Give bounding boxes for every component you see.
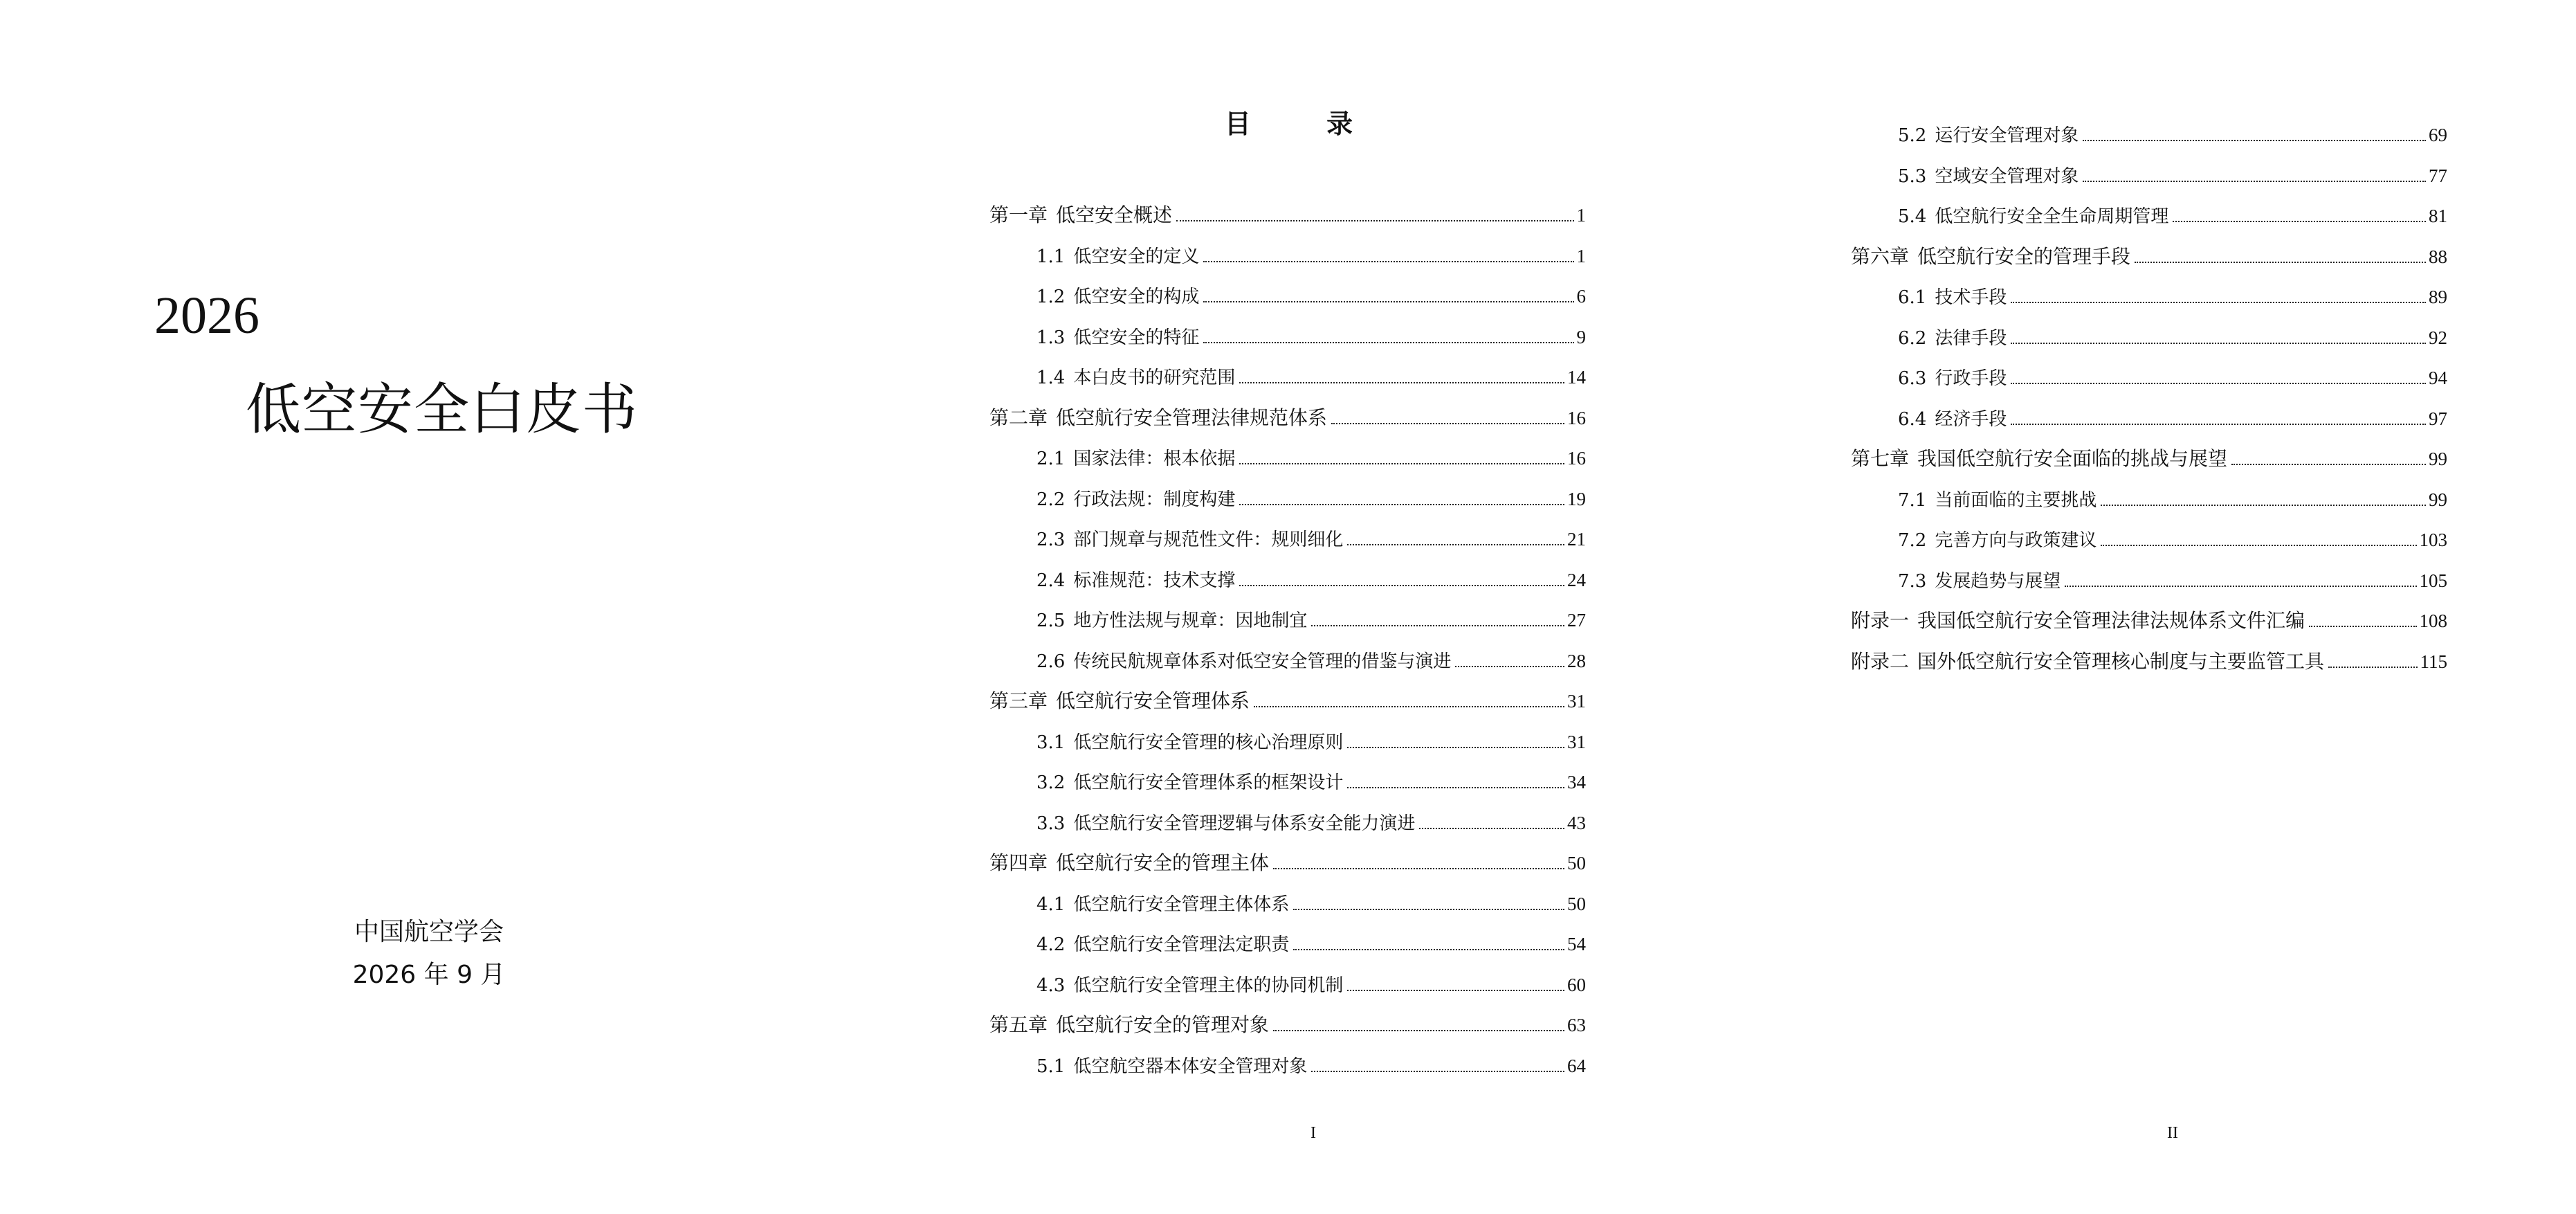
toc-dot-leader [1176,220,1573,221]
toc-entry-number: 3.2 [1036,772,1066,793]
toc-page-2 [1719,0,2576,1214]
toc-section-entry[interactable] [1851,399,2447,440]
toc-page-1 [858,0,1719,1214]
toc-entry-number: 附录一 [1851,609,1910,632]
toc-entry-page: 28 [1567,650,1586,671]
toc-entry-title: 我国低空航行安全管理法律法规体系文件汇编 [1917,609,2305,632]
cover-year: 2026 [154,287,259,345]
toc-entry-number: 3.3 [1036,813,1066,834]
toc-entry-title: 低空航行安全的管理手段 [1917,244,2131,268]
toc-dot-leader [1239,504,1564,505]
toc-entry-page: 6 [1576,286,1586,307]
toc-chapter-entry[interactable] [989,681,1586,722]
toc-entry-page: 50 [1567,853,1586,873]
toc-entry-number: 7.2 [1898,530,1927,551]
toc-chapter-entry[interactable] [989,398,1586,439]
toc-entry-page: 81 [2429,206,2447,226]
toc-entry-page: 43 [1567,812,1586,833]
toc-dot-leader [1254,706,1564,707]
toc-entry-page: 54 [1567,934,1586,954]
toc-section-entry[interactable] [989,560,1586,601]
toc-entry-page: 60 [1567,974,1586,995]
toc-entry-page: 9 [1576,326,1586,347]
toc-entry-number: 5.1 [1036,1056,1066,1077]
toc-entry-page: 21 [1567,529,1586,550]
toc-section-entry[interactable] [989,276,1586,317]
toc-dot-leader [1347,990,1564,991]
toc-entry-page: 31 [1567,731,1586,752]
cover-title: 低空安全白皮书 [246,377,638,442]
toc-dot-leader [2231,464,2426,465]
toc-entry-title: 低空安全的构成 [1073,287,1200,307]
toc-entry-title: 运行安全管理对象 [1935,125,2079,146]
toc-dot-leader [1419,828,1564,829]
toc-entry-page: 92 [2429,327,2447,348]
toc-entry-title: 低空航行安全管理法律规范体系 [1056,406,1328,429]
toc-entry-title: 低空航行安全的管理主体 [1056,851,1270,874]
toc-entry-page: 19 [1567,488,1586,509]
toc-entry-page: 69 [2429,125,2447,145]
toc-list [989,195,1586,1086]
toc-entry-title: 低空航行安全的管理对象 [1056,1013,1270,1036]
toc-entry-page: 105 [2419,570,2447,591]
toc-entry-number: 6.3 [1898,368,1927,389]
toc-entry-number: 3.1 [1036,732,1066,753]
toc-dot-leader [2135,262,2426,263]
toc-entry-number: 5.3 [1898,165,1927,187]
toc-entry-title: 低空安全概述 [1056,203,1173,226]
toc-entry-title: 技术手段 [1935,287,2007,308]
toc-section-entry[interactable] [1851,561,2447,601]
toc-entry-page: 103 [2419,529,2447,550]
toc-entry-title: 低空航行安全管理的核心治理原则 [1073,732,1344,753]
toc-entry-number: 4.3 [1036,975,1066,996]
toc-entry-title: 低空航行安全管理逻辑与体系安全能力演进 [1073,813,1416,834]
toc-section-entry[interactable] [1851,115,2447,156]
toc-entry-number: 2.1 [1036,449,1066,469]
toc-entry-number: 5.2 [1898,125,1927,146]
toc-entry-number: 附录二 [1851,649,1910,673]
toc-entry-number: 第一章 [989,203,1048,226]
toc-entry-number: 6.4 [1898,408,1927,430]
toc-dot-leader [1203,342,1573,343]
toc-chapter-entry[interactable] [1851,237,2447,278]
toc-chapter-entry[interactable] [1851,439,2447,480]
toc-chapter-entry[interactable] [989,843,1586,884]
toc-dot-leader [1311,1071,1564,1072]
toc-dot-leader [1273,1030,1564,1031]
toc-dot-leader [2101,505,2426,506]
toc-entry-number: 第四章 [989,851,1048,874]
toc-entry-title: 低空航空器本体安全管理对象 [1073,1056,1308,1077]
page-number: II [2167,1124,2178,1142]
toc-entry-title: 行政手段 [1935,368,2007,389]
toc-entry-number: 第三章 [989,689,1048,712]
toc-entry-number: 2.3 [1036,529,1066,550]
toc-entry-page: 115 [2420,651,2447,672]
toc-entry-number: 第六章 [1851,244,1910,268]
toc-dot-leader [2173,221,2426,222]
toc-entry-page: 24 [1567,569,1586,590]
toc-dot-leader [1347,747,1564,748]
toc-entry-page: 50 [1567,893,1586,914]
page-number: I [1310,1124,1316,1142]
toc-entry-page: 64 [1567,1055,1586,1076]
toc-dot-leader [1239,382,1564,383]
toc-entry-title: 低空航行安全管理主体体系 [1073,894,1290,915]
toc-dot-leader [2101,545,2416,546]
toc-entry-page: 94 [2429,368,2447,388]
toc-entry-number: 7.3 [1898,570,1927,592]
toc-entry-title: 我国低空航行安全面临的挑战与展望 [1917,447,2228,470]
toc-dot-leader [1311,625,1564,626]
toc-dot-leader [1347,787,1564,788]
toc-section-entry[interactable] [1851,520,2447,561]
toc-entry-title: 当前面临的主要挑战 [1935,489,2097,511]
toc-entry-number: 1.1 [1036,246,1066,267]
toc-entry-title: 行政法规：制度构建 [1073,489,1236,510]
toc-entry-title: 低空航行安全管理主体的协同机制 [1073,975,1344,996]
toc-section-entry[interactable] [1851,156,2447,197]
toc-section-entry[interactable] [989,600,1586,641]
toc-section-entry[interactable] [989,1046,1586,1087]
toc-entry-title: 发展趋势与展望 [1935,570,2061,592]
toc-dot-leader [2083,181,2426,182]
toc-dot-leader [1239,585,1564,586]
toc-entry-title: 低空航行安全全生命周期管理 [1935,206,2169,227]
toc-entry-title: 国外低空航行安全管理核心制度与主要监管工具 [1917,649,2325,673]
toc-dot-leader [2011,383,2426,384]
toc-section-entry[interactable] [989,722,1586,763]
toc-dot-leader [1293,949,1564,950]
toc-entry-page: 16 [1567,407,1586,428]
toc-entry-page: 27 [1567,610,1586,631]
toc-entry-number: 4.2 [1036,934,1066,955]
toc-entry-number: 2.5 [1036,610,1066,631]
toc-entry-title: 标准规范：技术支撑 [1073,570,1236,591]
toc-chapter-entry[interactable] [1851,601,2447,642]
toc-entry-number: 第七章 [1851,447,1910,470]
toc-dot-leader [1331,423,1564,424]
cover-organization: 中国航空学会 [354,918,504,946]
toc-dot-leader [2011,424,2426,425]
toc-entry-number: 4.1 [1036,894,1066,915]
toc-entry-page: 108 [2419,610,2447,631]
toc-entry-number: 1.2 [1036,287,1066,307]
toc-entry-title: 空域安全管理对象 [1935,165,2079,187]
toc-dot-leader [1293,909,1564,910]
toc-entry-title: 本白皮书的研究范围 [1073,368,1236,388]
toc-entry-title: 传统民航规章体系对低空安全管理的借鉴与演进 [1073,651,1452,672]
toc-entry-title: 低空安全的特征 [1073,327,1200,348]
toc-entry-title: 地方性法规与规章：因地制宜 [1073,610,1308,631]
toc-dot-leader [1203,301,1573,302]
cover-date: 2026 年 9 月 [352,961,506,989]
toc-dot-leader [1239,463,1564,464]
toc-dot-leader [2309,626,2416,627]
toc-section-entry[interactable] [989,357,1586,398]
toc-entry-title: 低空安全的定义 [1073,246,1200,267]
toc-entry-number: 2.6 [1036,651,1066,672]
cover-page [0,0,858,1214]
toc-list [1851,115,2447,682]
toc-dot-leader [1347,544,1564,545]
toc-chapter-entry[interactable] [989,1005,1586,1046]
toc-section-entry[interactable] [989,803,1586,844]
toc-entry-title: 低空航行安全管理法定职责 [1073,934,1290,955]
toc-dot-leader [2065,586,2416,587]
toc-entry-number: 1.3 [1036,327,1066,348]
toc-dot-leader [2011,343,2426,344]
toc-section-entry[interactable] [989,438,1586,479]
toc-entry-page: 88 [2429,246,2447,267]
toc-dot-leader [2328,667,2417,668]
toc-entry-page: 97 [2429,408,2447,429]
toc-entry-number: 1.4 [1036,368,1066,388]
toc-entry-page: 1 [1576,245,1586,266]
toc-entry-number: 6.2 [1898,327,1927,349]
toc-entry-page: 1 [1576,205,1586,226]
toc-section-entry[interactable] [989,479,1586,520]
toc-entry-page: 63 [1567,1015,1586,1035]
toc-dot-leader [1455,666,1564,667]
toc-entry-page: 14 [1567,367,1586,388]
toc-entry-page: 89 [2429,287,2447,307]
toc-section-entry[interactable] [1851,358,2447,399]
toc-heading: 目 录 [1224,109,1387,139]
toc-dot-leader [2011,302,2426,303]
toc-entry-number: 2.4 [1036,570,1066,591]
toc-chapter-entry[interactable] [1851,642,2447,682]
toc-entry-number: 6.1 [1898,287,1927,308]
toc-section-entry[interactable] [1851,318,2447,359]
toc-entry-title: 国家法律：根本依据 [1073,449,1236,469]
toc-dot-leader [1203,261,1573,262]
toc-entry-page: 99 [2429,449,2447,469]
toc-section-entry[interactable] [1851,480,2447,520]
toc-entry-number: 7.1 [1898,489,1927,511]
toc-section-entry[interactable] [1851,277,2447,318]
toc-chapter-entry[interactable] [989,195,1586,236]
toc-entry-page: 99 [2429,489,2447,510]
toc-entry-title: 经济手段 [1935,408,2007,430]
toc-section-entry[interactable] [989,762,1586,803]
toc-entry-page: 31 [1567,691,1586,712]
toc-dot-leader [1273,868,1564,869]
toc-section-entry[interactable] [1851,196,2447,237]
toc-entry-title: 低空航行安全管理体系 [1056,689,1250,712]
toc-entry-title: 部门规章与规范性文件：规则细化 [1073,529,1344,550]
toc-entry-title: 低空航行安全管理体系的框架设计 [1073,772,1344,793]
toc-section-entry[interactable] [989,965,1586,1006]
toc-entry-title: 完善方向与政策建议 [1935,530,2097,551]
toc-section-entry[interactable] [989,641,1586,682]
toc-section-entry[interactable] [989,317,1586,358]
toc-entry-page: 34 [1567,772,1586,792]
toc-entry-number: 2.2 [1036,489,1066,510]
toc-section-entry[interactable] [989,519,1586,560]
toc-section-entry[interactable] [989,884,1586,925]
toc-entry-number: 5.4 [1898,206,1927,227]
toc-entry-number: 第五章 [989,1013,1048,1036]
toc-section-entry[interactable] [989,236,1586,277]
toc-entry-title: 法律手段 [1935,327,2007,349]
toc-entry-number: 第二章 [989,406,1048,429]
toc-section-entry[interactable] [989,924,1586,965]
toc-entry-page: 77 [2429,165,2447,186]
toc-entry-page: 16 [1567,448,1586,469]
toc-dot-leader [2083,140,2426,141]
